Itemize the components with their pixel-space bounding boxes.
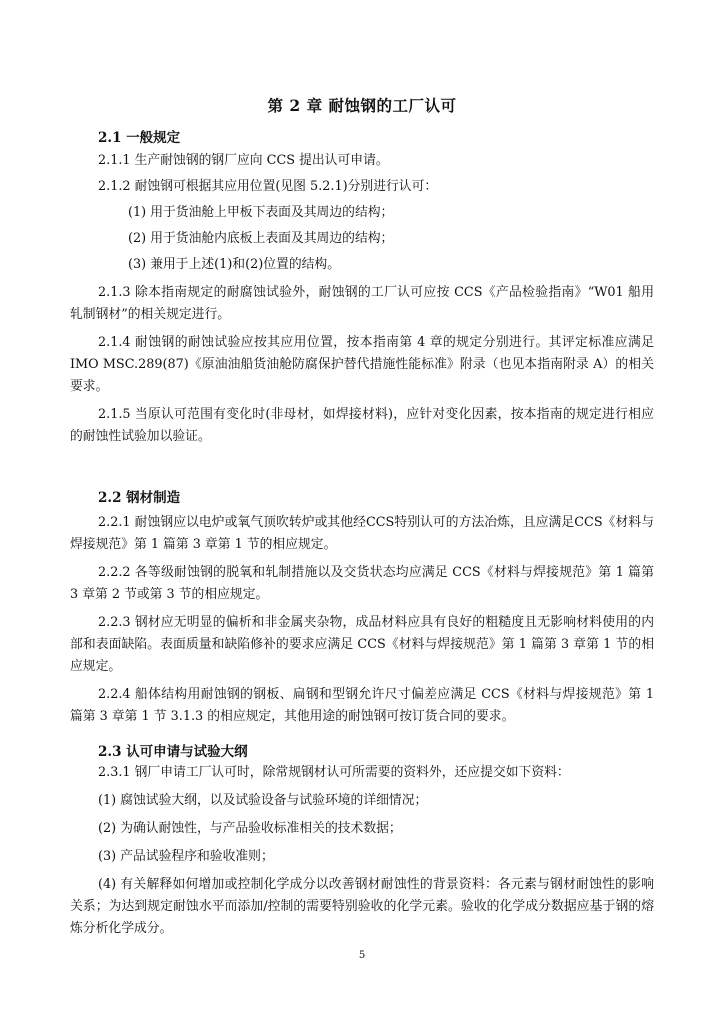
- paragraph: 2.3.1 钢厂申请工厂认可时，除常规钢材认可所需要的资料外，还应提交如下资料：: [98, 765, 570, 780]
- section-2-3: [70, 742, 654, 940]
- page-number: 5: [358, 950, 366, 961]
- section-heading: 2.2 钢材制造: [98, 490, 181, 506]
- list-item: (3) 产品试验程序和验收准则；: [98, 849, 274, 864]
- paragraph: (4) 有关解释如何增加或控制化学成分以改善钢材耐蚀性的背景资料：各元素与钢材耐蚀性的影响关系；为达到规定耐蚀水平而添加/控制的需要特别验收的化学元素。验收的化学成分数据应基于钢的熔炼分析化学成分。: [70, 877, 654, 936]
- paragraph: 2.2.4 船体结构用耐蚀钢的钢板、扁钢和型钢允许尺寸偏差应满足 CCS《材料与焊接规范》第 1 篇第 3 章第 1 节 3.1.3 的相应规定，其他用途的耐蚀钢可按订货合同的要求。: [70, 687, 654, 724]
- paragraph: 2.1.5 当原认可范围有变化时(非母材，如焊接材料)，应针对变化因素，按本指南的规定进行相应的耐蚀性试验加以验证。: [70, 407, 654, 444]
- section-heading: 2.3 认可申请与试验大纲: [98, 744, 248, 760]
- list-item: (1) 腐蚀试验大纲，以及试验设备与试验环境的详细情况；: [98, 793, 428, 808]
- list-item: (1) 用于货油舱上甲板下表面及其周边的结构；: [128, 205, 394, 220]
- paragraph: 2.1.3 除本指南规定的耐腐蚀试验外，耐蚀钢的工厂认可应按 CCS《产品检验指南》“W01 船用轧制钢材”的相关规定进行。: [70, 285, 654, 322]
- section-2-1: [70, 128, 654, 448]
- paragraph: 2.2.2 各等级耐蚀钢的脱氧和轧制措施以及交货状态均应满足 CCS《材料与焊接规范》第 1 篇第 3 章第 2 节或第 3 节的相应规定。: [70, 565, 654, 602]
- list-item: (2) 用于货油舱内底板上表面及其周边的结构；: [128, 231, 394, 246]
- section-2-2: [70, 488, 654, 728]
- chapter-title: 第 2 章 耐蚀钢的工厂认可: [267, 96, 457, 115]
- paragraph: 2.1.1 生产耐蚀钢的钢厂应向 CCS 提出认可申请。: [98, 153, 389, 168]
- paragraph: 2.1.4 耐蚀钢的耐蚀试验应按其应用位置，按本指南第 4 章的规定分别进行。其评定标准应满足 IMO MSC.289(87)《原油油船货油舱防腐保护替代措施性能标准》附录（也见本指南附录 A）的相关要求。: [70, 335, 654, 394]
- section-heading: 2.1 一般规定: [98, 130, 181, 146]
- list-item: (3) 兼用于上述(1)和(2)位置的结构。: [128, 257, 341, 272]
- paragraph: 2.2.1 耐蚀钢应以电炉或氧气顶吹转炉或其他经CCS特别认可的方法冶炼，且应满足CCS《材料与焊接规范》第 1 篇第 3 章第 1 节的相应规定。: [70, 515, 654, 552]
- paragraph: 2.2.3 钢材应无明显的偏析和非金属夹杂物，成品材料应具有良好的粗糙度且无影响材料使用的内部和表面缺陷。表面质量和缺陷修补的要求应满足 CCS《材料与焊接规范》第 1 篇第 3 章第 1 节的相应规定。: [70, 615, 654, 674]
- list-item: (2) 为确认耐蚀性，与产品验收标准相关的技术数据；: [98, 821, 402, 836]
- paragraph: 2.1.2 耐蚀钢可根据其应用位置(见图 5.2.1)分别进行认可：: [98, 179, 438, 194]
